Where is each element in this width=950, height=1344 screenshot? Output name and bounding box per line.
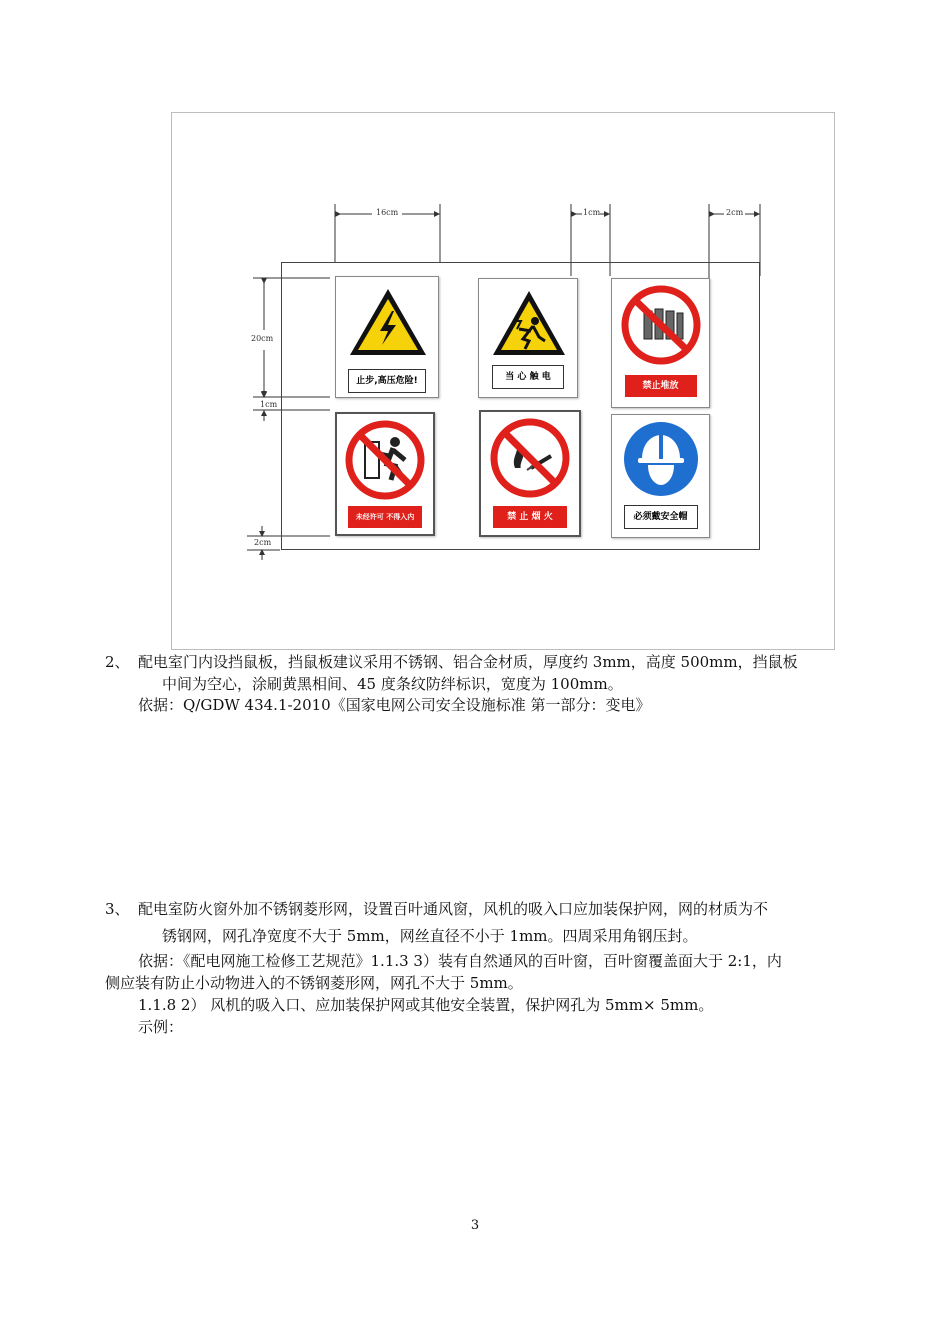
item3-line1: 配电室防火窗外加不锈钢菱形网，设置百叶通风窗，风机的吸入口应加装保护网，网的材质为不 bbox=[138, 900, 769, 918]
item3-basis-line2: 侧应装有防止小动物进入的不锈钢菱形网，网孔不大于 5mm。 bbox=[105, 974, 523, 992]
item3-example-label: 示例： bbox=[138, 1018, 184, 1036]
sign-wear-helmet bbox=[611, 414, 710, 538]
item2-number: 2、 bbox=[105, 653, 130, 671]
item2-basis: 依据：Q/GDW 434.1-2010《国家电网公司安全设施标准 第一部分：变电》 bbox=[138, 696, 651, 714]
high-voltage-warning-icon bbox=[336, 277, 440, 367]
no-stacking-icon bbox=[612, 279, 711, 371]
sign-caption: 禁止堆放 bbox=[625, 375, 697, 397]
sign-no-stacking bbox=[611, 278, 710, 408]
sign-electric-shock bbox=[478, 278, 578, 398]
dim-label-left-mid: 1cm bbox=[260, 400, 278, 409]
dim-label-top-right: 2cm bbox=[726, 208, 744, 217]
item2-line1: 配电室门内设挡鼠板，挡鼠板建议采用不锈钢、铝合金材质，厚度约 3mm，高度 500mm，挡鼠板 bbox=[138, 653, 798, 671]
sign-no-fire bbox=[479, 410, 581, 537]
sign-caption: 当 心 触 电 bbox=[492, 365, 564, 389]
sign-caption: 止步,高压危险! bbox=[348, 369, 426, 393]
dim-label-left-top: 20cm bbox=[251, 334, 274, 343]
item3-basis-line3: 1.1.8 2） 风机的吸入口、应加装保护网或其他安全装置，保护网孔为 5mm× 5mm。 bbox=[138, 996, 714, 1014]
item3-basis-line1: 依据：《配电网施工检修工艺规范》1.1.3 3）装有自然通风的百叶窗，百叶窗覆盖面大于 2:1，内 bbox=[138, 952, 782, 970]
no-fire-icon bbox=[481, 412, 579, 504]
dim-label-top-left: 16cm bbox=[376, 208, 399, 217]
sign-high-voltage bbox=[335, 276, 439, 398]
sign-no-entry bbox=[335, 412, 435, 536]
electric-shock-warning-icon bbox=[479, 279, 579, 367]
wear-helmet-icon bbox=[612, 415, 711, 507]
sign-caption: 未经许可 不得入内 bbox=[348, 506, 422, 528]
sign-caption: 禁 止 烟 火 bbox=[493, 506, 567, 528]
item2-line2: 中间为空心，涂刷黄黑相间、45 度条纹防绊标识，宽度为 100mm。 bbox=[162, 675, 623, 693]
sign-caption: 必须戴安全帽 bbox=[624, 505, 698, 529]
page-number: 3 bbox=[470, 1218, 480, 1233]
no-entry-person-icon bbox=[337, 414, 433, 506]
dim-label-top-mid: 1cm bbox=[583, 208, 601, 217]
item3-number: 3、 bbox=[105, 900, 130, 918]
item3-line2: 锈钢网，网孔净宽度不大于 5mm，网丝直径不小于 1mm。四周采用角钢压封。 bbox=[162, 927, 698, 945]
dim-label-left-bottom: 2cm bbox=[254, 538, 272, 547]
